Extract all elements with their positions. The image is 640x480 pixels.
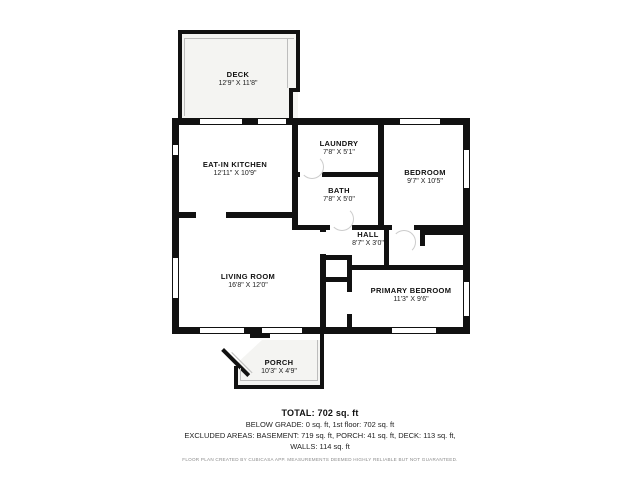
room-label-hall: HALL 8'7" X 3'0" [352,230,384,248]
door-arc-laundry [300,155,324,179]
window-living-bottom [200,327,244,334]
door-living-to-hall [320,232,326,254]
summary-total: TOTAL: 702 sq. ft [281,408,359,418]
summary-walls: WALLS: 114 sq. ft [290,442,350,451]
porch-wall-bottom [234,385,324,389]
room-label-bedroom: BEDROOM 9'7" X 10'5" [404,168,446,186]
door-kitchen-to-deck [258,118,286,125]
room-label-bath: BATH 7'8" X 5'0" [323,186,355,204]
summary-block [0,408,640,462]
window-bedroom-top [400,118,440,125]
window-primary-bottom [392,327,436,334]
summary-disclaimer: FLOOR PLAN CREATED BY CUBICASA APP. MEASUREMENTS DEEMED HIGHLY RELIABLE BUT NOT GUARANTEED. [182,457,458,462]
porch-wall-top-stub [250,334,270,338]
porch-inner-trim-bottom [240,380,318,381]
room-label-porch: PORCH 10'3" X 4'9" [261,358,297,376]
deck-wall-right-step [289,88,293,120]
room-label-eat-in-kitchen: EAT-IN KITCHEN 12'11" X 10'9" [202,160,268,178]
door-kitchen-to-living [196,212,226,218]
summary-below-grade: BELOW GRADE: 0 sq. ft, 1st floor: 702 sq. ft [245,420,395,429]
interior-wall-primary-top [352,265,470,270]
door-primary [347,292,352,314]
window-bedroom-right [463,150,470,188]
interior-wall-hall-right [420,230,464,235]
window-living-bottom-2 [262,327,302,334]
window-kitchen-top [200,118,242,125]
deck-wall-top [178,30,300,34]
window-kitchen-left [172,145,179,155]
room-label-primary-bedroom: PRIMARY BEDROOM 11'3" X 9'6" [370,286,452,304]
summary-excluded-areas: EXCLUDED AREAS: BASEMENT: 719 sq. ft, PORCH: 41 sq. ft, DECK: 113 sq. ft, [184,431,456,440]
room-label-living-room: LIVING ROOM 16'8" X 12'0" [220,272,276,290]
room-label-deck: DECK 12'9" X 11'8" [218,70,258,88]
door-arc-bath [330,207,354,231]
interior-wall-hall-right-stub [420,230,425,246]
room-label-laundry: LAUNDRY 7'8" X 5'1" [319,139,359,157]
interior-wall-kitchen-left-stub [179,212,193,218]
deck-inner-trim-top [184,38,294,39]
